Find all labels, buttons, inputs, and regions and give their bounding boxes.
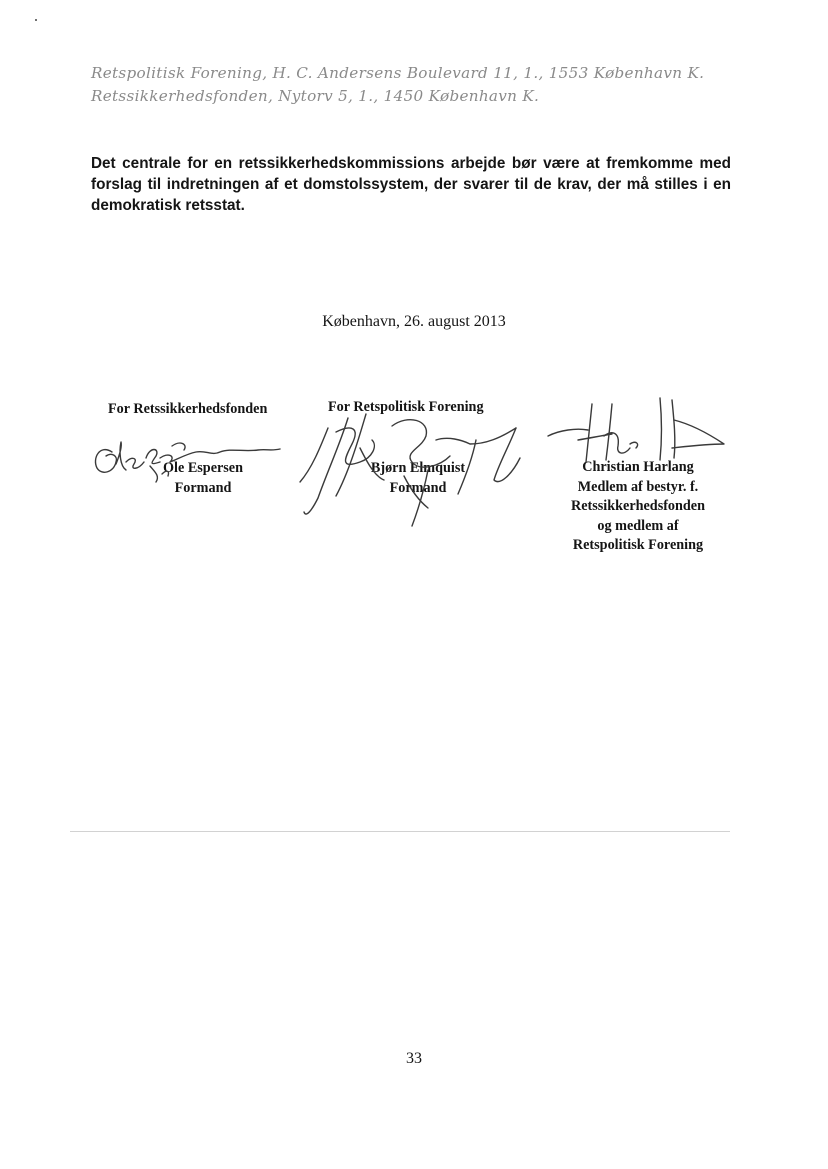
signatory-middle-title: Formand bbox=[389, 479, 447, 496]
signatory-right-title-3: og medlem af bbox=[597, 517, 679, 534]
signatory-right-title-4: Retspolitisk Forening bbox=[572, 537, 704, 553]
signatory-middle-header: For Retspolitisk Forening bbox=[328, 399, 484, 415]
signatory-right bbox=[548, 458, 728, 556]
signatory-middle bbox=[328, 398, 528, 496]
letterhead-line-2: Retssikkerhedsfonden, Nytorv 5, 1., 1450 København K. bbox=[91, 87, 540, 105]
signatory-left bbox=[108, 400, 308, 496]
signatory-left-header: For Retssikkerhedsfonden bbox=[108, 401, 268, 417]
signatory-middle-name: Bjørn Elmquist bbox=[370, 460, 466, 476]
page-number: 33 bbox=[406, 1050, 422, 1067]
footer-rule bbox=[70, 831, 730, 832]
body-paragraph: Det centrale for en retssikkerhedskommissions arbejde bør være at fremkomme med forslag til indretningen af et domstolssystem, der svarer til de krav, der må stilles i en demokratisk retsstat. bbox=[91, 155, 731, 214]
signatory-left-name: Ole Espersen bbox=[163, 460, 243, 476]
signatory-left-title: Formand bbox=[174, 479, 232, 496]
scan-speck bbox=[35, 19, 37, 21]
letterhead bbox=[91, 62, 771, 108]
signatory-right-title-2: Retssikkerhedsfonden bbox=[570, 498, 705, 514]
letterhead-line-1: Retspolitisk Forening, H. C. Andersens Boulevard 11, 1., 1553 København K. bbox=[91, 64, 705, 82]
signatory-right-title-1: Medlem af bestyr. f. bbox=[577, 478, 699, 495]
signatory-right-name: Christian Harlang bbox=[582, 459, 694, 475]
signature-christian-harlang bbox=[548, 398, 724, 462]
place-date: København, 26. august 2013 bbox=[322, 313, 506, 330]
